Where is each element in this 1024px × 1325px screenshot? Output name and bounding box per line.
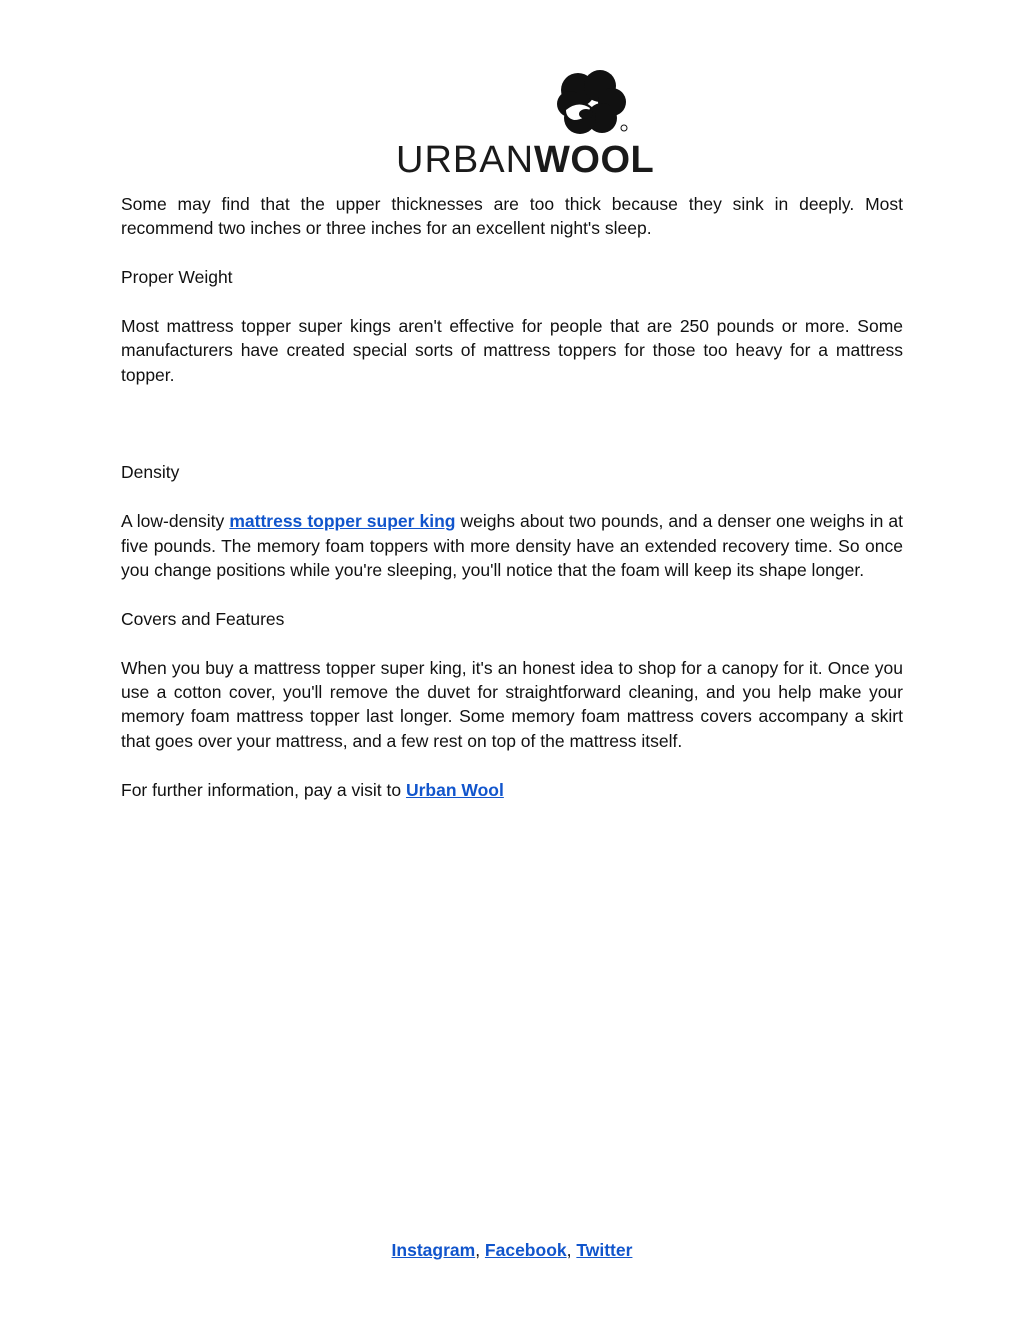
paragraph-density	[121, 509, 903, 582]
paragraph-density-text-start: A low-density	[121, 511, 230, 532]
urban-wool-link[interactable]: Urban Wool	[405, 779, 504, 800]
mattress-topper-super-king-link[interactable]: mattress topper super king	[229, 511, 456, 532]
heading-density: Density	[121, 462, 180, 483]
sheep-logo-icon	[556, 70, 628, 138]
footer-separator: ,	[566, 1240, 577, 1260]
paragraph-density-text-end: weighs about two pounds, and a denser one weighs in at five pounds. The memory foam toppers with more density have an extended recovery time. So once you change positions while you're sleeping, you'll notice that the foam will keep its shape longer.	[121, 511, 903, 581]
article-body	[121, 192, 903, 826]
instagram-link[interactable]: Instagram	[391, 1240, 476, 1260]
blank-space	[121, 412, 903, 461]
twitter-link[interactable]: Twitter	[576, 1240, 633, 1260]
logo-wordmark	[396, 139, 655, 181]
paragraph-further-info	[121, 778, 903, 802]
logo-word-light: URBAN	[396, 139, 535, 181]
paragraph-weight: Most mattress topper super kings aren't effective for people that are 250 pounds or more. Some manufacturers have created special sorts of mattress toppers for those too heavy for a mattress topper.	[121, 316, 903, 385]
further-info-text: For further information, pay a visit to	[121, 779, 406, 800]
heading-proper-weight: Proper Weight	[121, 267, 233, 288]
heading-covers-features: Covers and Features	[121, 608, 285, 629]
logo-word-bold: WOOL	[534, 139, 655, 181]
facebook-link[interactable]: Facebook	[484, 1240, 567, 1260]
urban-wool-logo	[396, 70, 655, 181]
social-links-footer	[0, 1238, 1024, 1262]
footer-separator: ,	[475, 1240, 485, 1260]
paragraph-thickness: Some may find that the upper thicknesses are too thick because they sink in deeply. Most recommend two inches or three inches for an excellent night's sleep.	[121, 194, 903, 239]
paragraph-covers: When you buy a mattress topper super king, it's an honest idea to shop for a canopy for it. Once you use a cotton cover, you'll remove the duvet for straightforward cleaning, and you help make your memory foam mattress topper last longer. Some memory foam mattress covers accompany a skirt that goes over your mattress, and a few rest on top of the mattress itself.	[121, 657, 903, 751]
